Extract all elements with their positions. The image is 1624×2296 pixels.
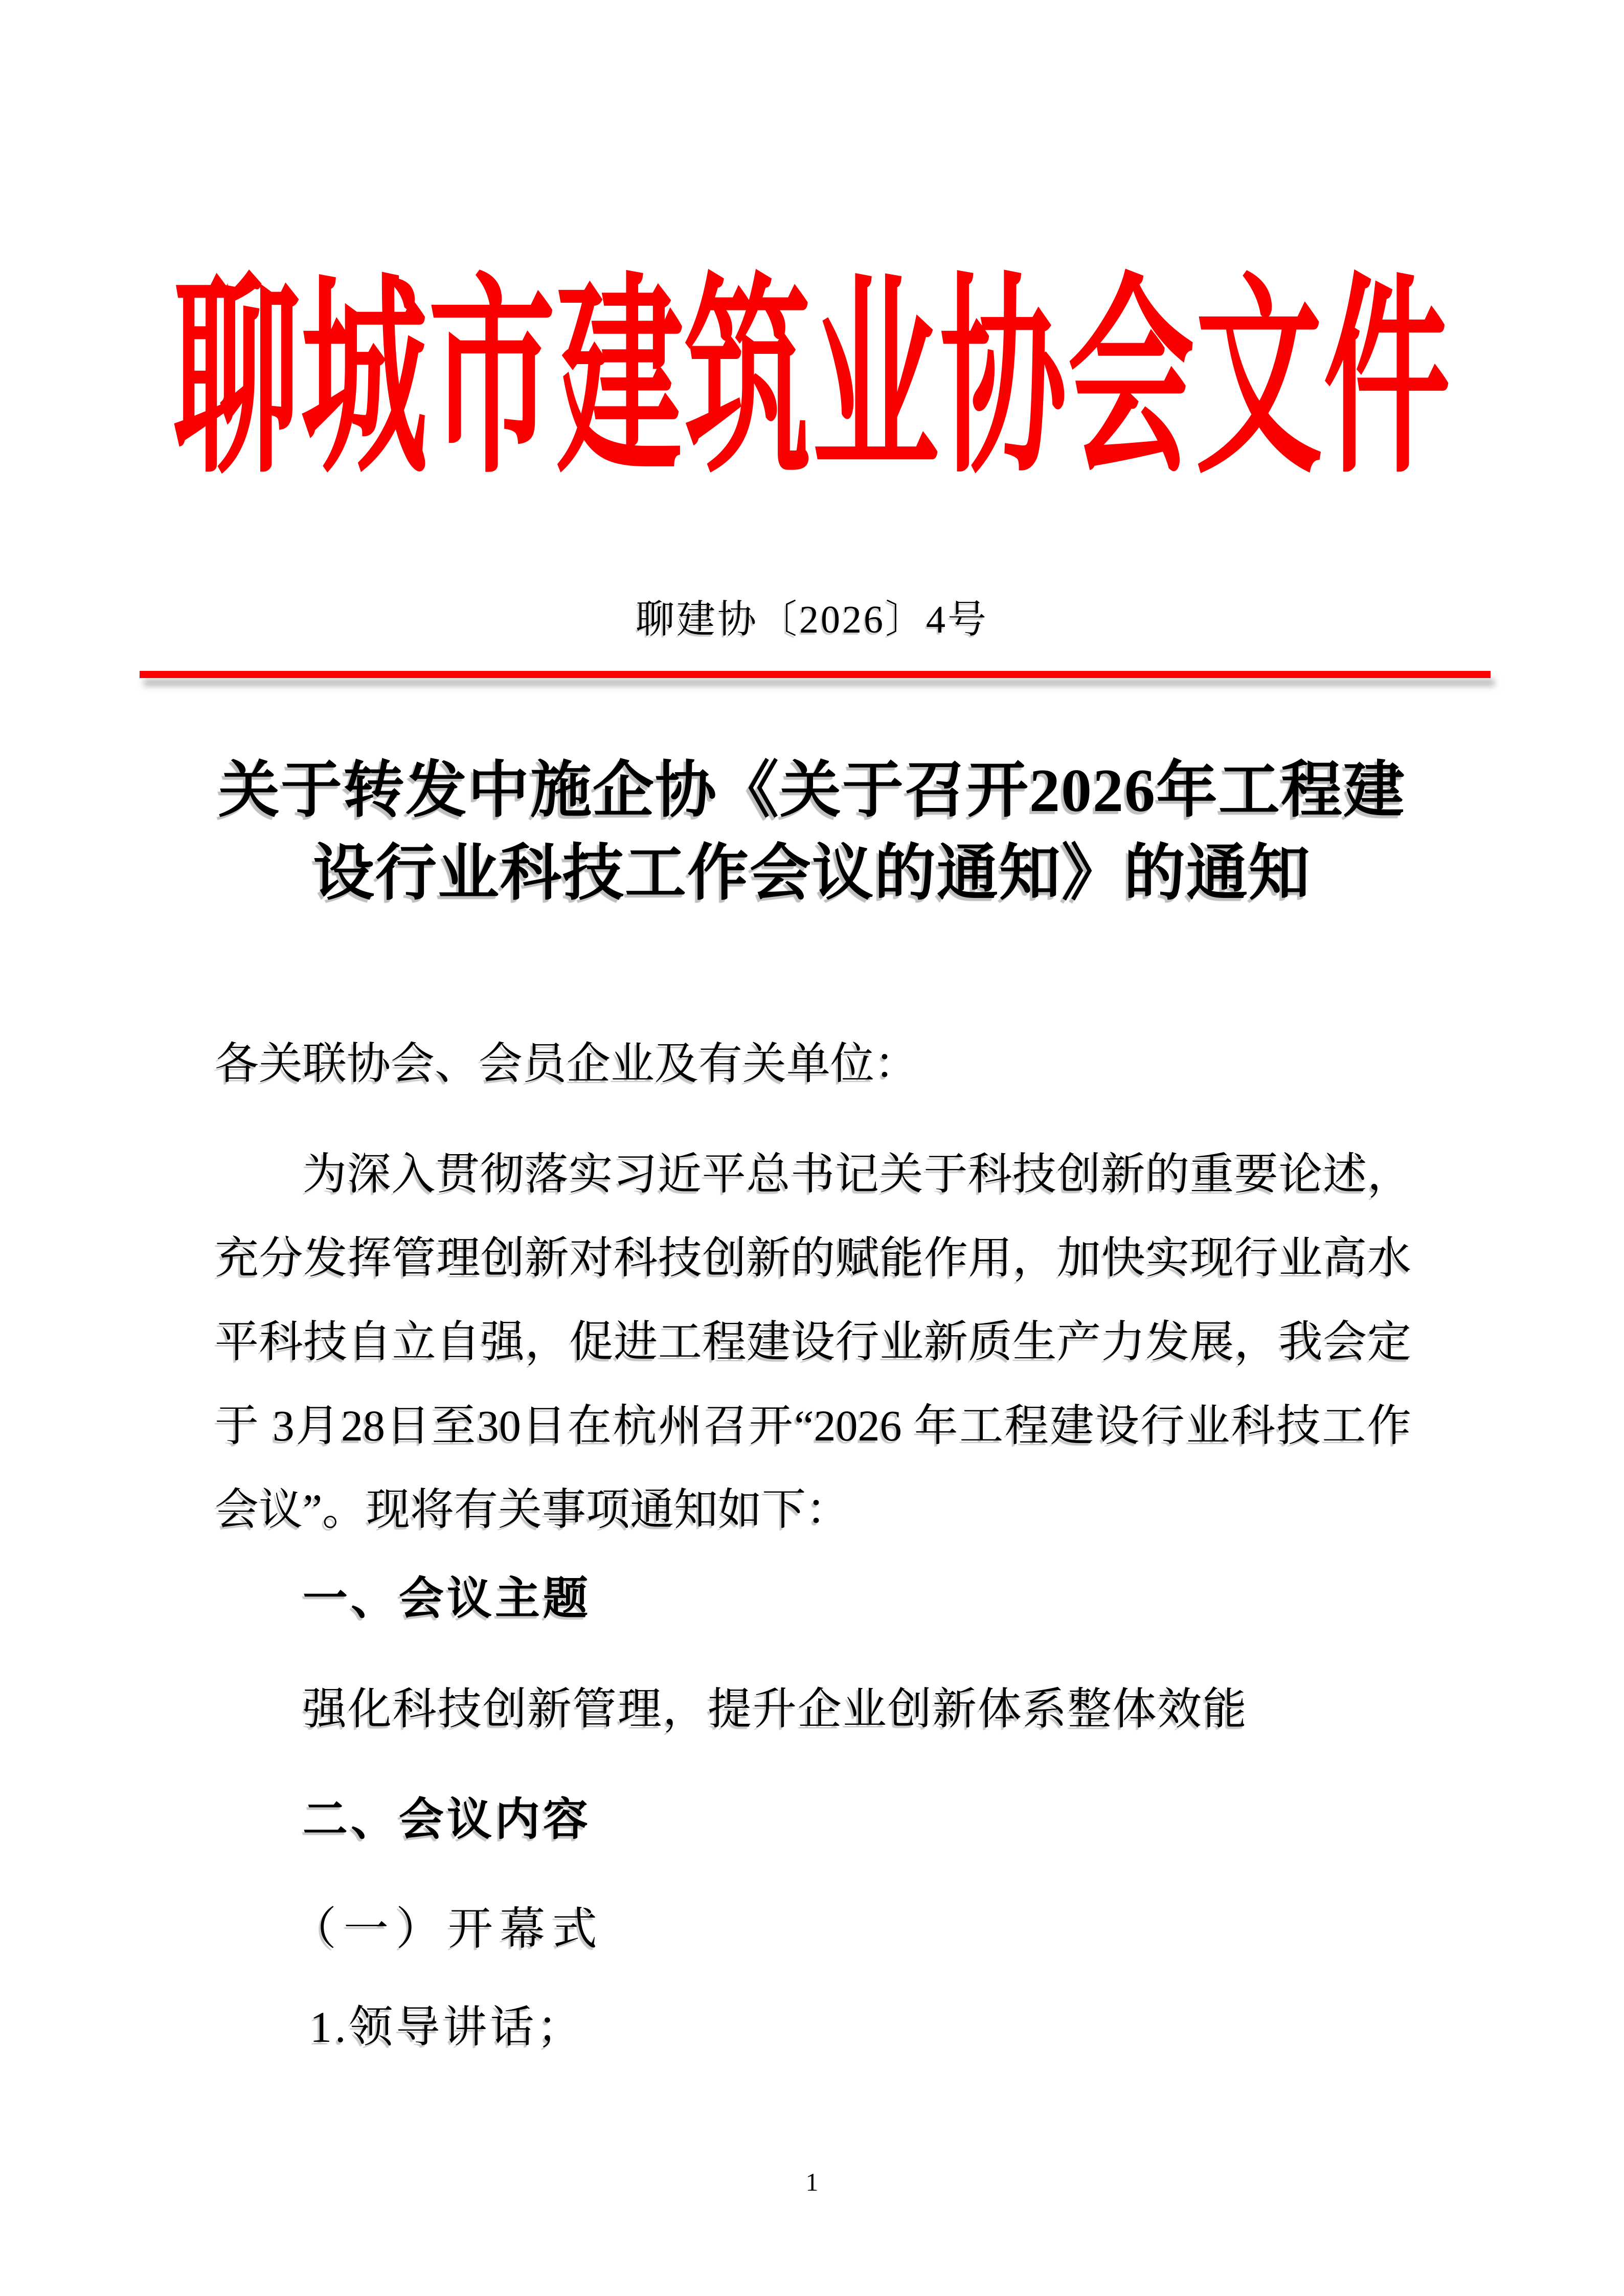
document-number: 聊建协〔2026〕4号: [636, 598, 988, 641]
meeting-theme-text: 强化科技创新管理，提升企业创新体系整体效能: [303, 1684, 1248, 1734]
intro-paragraph-line-4: 于 3月28日至30日在杭州召开“2026 年工程建设行业科技工作: [215, 1401, 1411, 1450]
document-body: [215, 1022, 1411, 2069]
intro-paragraph: [215, 1132, 1411, 1551]
document-title: [0, 749, 1624, 915]
subsection-heading-opening-ceremony: （一）开幕式: [291, 1905, 605, 1954]
page-number: 1: [805, 2168, 819, 2196]
section-heading-meeting-theme: 一、会议主题: [303, 1573, 592, 1624]
intro-paragraph-line-2: 充分发挥管理创新对科技创新的赋能作用，加快实现行业高水: [215, 1233, 1411, 1282]
list-item-leader-speech: 1.领导讲话；: [310, 2002, 584, 2052]
intro-paragraph-line-5: 会议”。现将有关事项通知如下：: [215, 1485, 850, 1534]
intro-paragraph-line-3: 平科技自立自强，促进工程建设行业新质生产力发展，我会定: [215, 1317, 1411, 1366]
red-divider-rule: [140, 671, 1491, 678]
document-title-line-2: 设行业科技工作会议的通知》的通知: [313, 839, 1311, 907]
salutation-line: 各关联协会、会员企业及有关单位：: [215, 1039, 918, 1088]
agency-red-banner: 聊城市建筑业协会文件: [173, 262, 1451, 499]
section-heading-meeting-content: 二、会议内容: [303, 1794, 592, 1844]
document-title-line-1: 关于转发中施企协《关于召开2026年工程建: [218, 756, 1406, 824]
intro-paragraph-line-1: 为深入贯彻落实习近平总书记关于科技创新的重要论述，: [303, 1150, 1411, 1199]
